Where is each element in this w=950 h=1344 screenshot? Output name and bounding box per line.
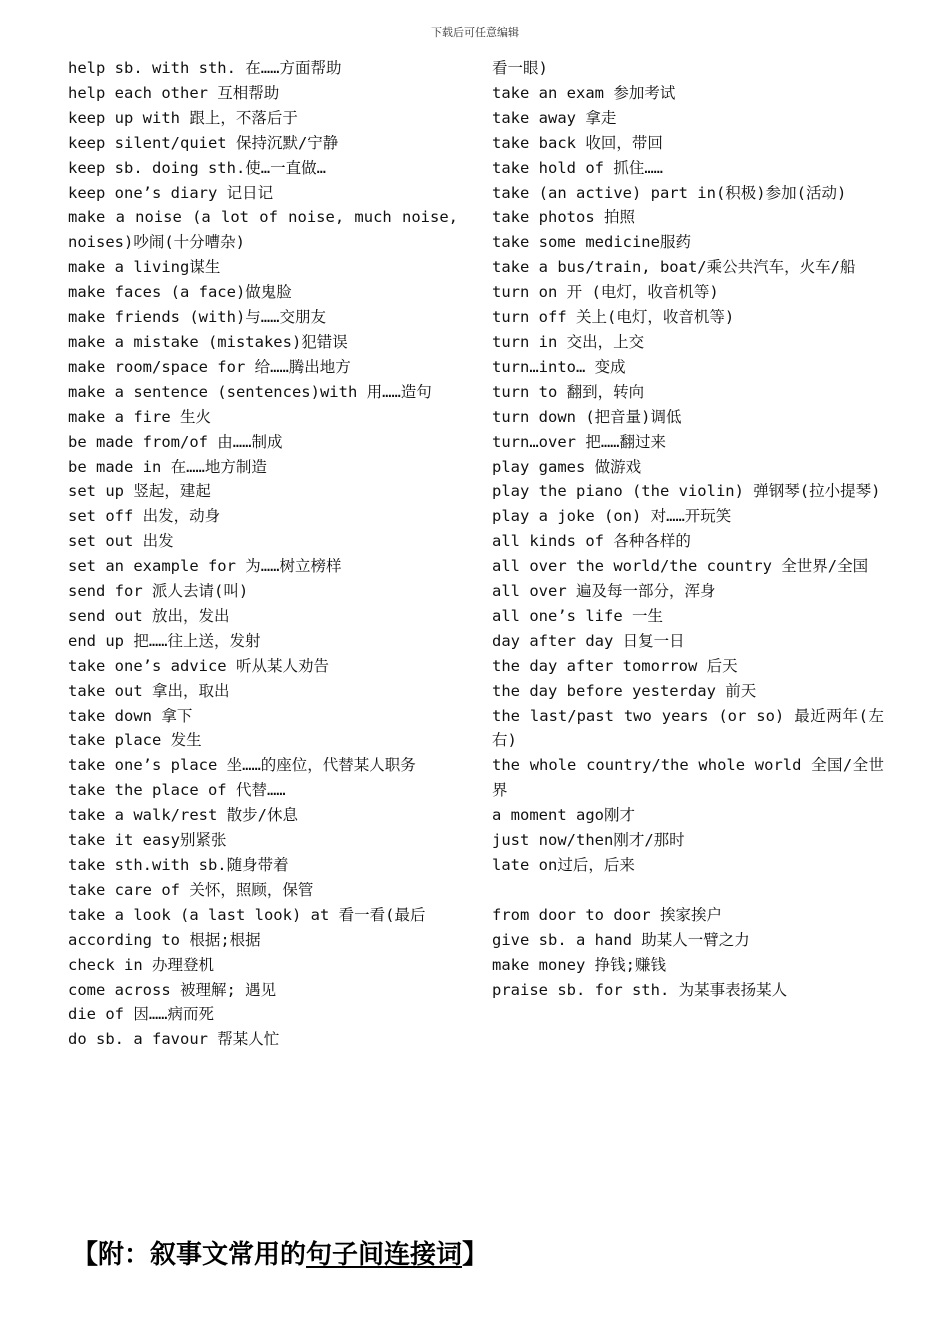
phrase-entry: be made in 在……地方制造	[68, 457, 267, 476]
phrase-entry: turn in 交出，上交	[492, 332, 645, 351]
phrase-entry: day after day 日复一日	[492, 631, 685, 650]
phrase-entry: from door to door 挨家挨户	[492, 905, 722, 924]
phrase-entry: make friends (with)与……交朋友	[68, 308, 326, 327]
phrase-entry: give sb. a hand 助某人一臂之力	[492, 930, 750, 949]
phrase-entry: set out 出发	[68, 532, 174, 551]
phrase-entry: the day before yesterday 前天	[492, 681, 757, 700]
right-column	[492, 56, 884, 1002]
phrase-entry: turn…over 把……翻过来	[492, 432, 666, 451]
phrase-entry: make room/space for 给……腾出地方	[68, 357, 351, 376]
phrase-entry: the last/past two years (or so) 最近两年(左右)	[492, 706, 884, 750]
left-column	[68, 56, 458, 1052]
phrase-entry: set up 竖起，建起	[68, 482, 211, 501]
phrase-entry: the day after tomorrow 后天	[492, 656, 738, 675]
phrase-entry: late on过后，后来	[492, 856, 635, 874]
phrase-entry: make money 挣钱;赚钱	[492, 955, 666, 974]
phrase-entry: take one’s place 坐……的座位，代替某人职务	[68, 756, 416, 775]
phrase-entry: take back 收回，带回	[492, 133, 663, 152]
phrase-entry: praise sb. for sth. 为某事表扬某人	[492, 980, 788, 999]
phrase-entry: check in 办理登机	[68, 955, 214, 974]
phrase-entry: make a fire 生火	[68, 407, 211, 426]
phrase-entry: make a sentence (sentences)with 用……造句	[68, 382, 432, 401]
phrase-entry: according to 根据;根据	[68, 930, 261, 949]
phrase-entry: set an example for 为……树立榜样	[68, 557, 342, 576]
phrase-entry: take sth.with sb.随身带着	[68, 856, 289, 874]
phrase-entry: make a noise (a lot of noise, much noise, noises)吵闹(十分嘈杂)	[68, 208, 458, 252]
phrase-entry: make a mistake (mistakes)犯错误	[68, 332, 348, 351]
phrase-entry: all kinds of 各种各样的	[492, 532, 691, 551]
phrase-entry: take a bus/train, boat/乘公共汽车，火车/船	[492, 258, 856, 277]
phrase-entry: take one’s advice 听从某人劝告	[68, 656, 329, 675]
appendix-title-underlined: 句子间连接词	[306, 1240, 463, 1270]
phrase-entry: be made from/of 由……制成	[68, 432, 283, 451]
phrase-entry: the whole country/the whole world 全国/全世界	[492, 756, 884, 800]
phrase-entry: take photos 拍照	[492, 208, 635, 227]
phrase-entry: take care of 关怀，照顾，保管	[68, 880, 314, 899]
phrase-entry: play the piano (the violin) 弹钢琴(拉小提琴)	[492, 482, 881, 501]
phrase-entry: take hold of 抓住……	[492, 158, 663, 177]
phrase-entry: take it easy别紧张	[68, 831, 227, 850]
phrase-entry: die of 因……病而死	[68, 1005, 214, 1024]
phrase-entry: keep sb. doing sth.使…一直做…	[68, 158, 326, 177]
phrase-entry: turn on 开 (电灯，收音机等)	[492, 283, 719, 302]
phrase-entry: take away 拿走	[492, 108, 617, 127]
appendix-title	[72, 1234, 488, 1271]
phrase-entry: play a joke (on) 对……开玩笑	[492, 507, 732, 526]
phrase-entry: take a walk/rest 散步/休息	[68, 806, 298, 825]
phrase-entry: take a look (a last look) at 看一看(最后	[68, 905, 426, 924]
phrase-entry: play games 做游戏	[492, 457, 642, 476]
phrase-entry: all over 遍及每一部分，浑身	[492, 582, 716, 601]
phrase-entry: turn to 翻到，转向	[492, 382, 645, 401]
phrase-entry: take an exam 参加考试	[492, 83, 676, 102]
phrase-entry: all over the world/the country 全世界/全国	[492, 557, 869, 576]
phrase-entry: just now/then刚才/那时	[492, 831, 685, 850]
phrase-entry: help sb. with sth. 在……方面帮助	[68, 59, 342, 77]
phrase-entry: take the place of 代替……	[68, 781, 286, 800]
phrase-entry: send out 放出，发出	[68, 606, 230, 625]
phrase-entry: a moment ago刚才	[492, 806, 635, 825]
phrase-entry	[492, 878, 884, 903]
phrase-entry: take (an active) part in(积极)参加(活动)	[492, 183, 847, 202]
phrase-entry: help each other 互相帮助	[68, 83, 280, 102]
phrase-entry: take place 发生	[68, 731, 202, 750]
phrase-entry: take some medicine服药	[492, 233, 691, 252]
appendix-title-suffix: 】	[462, 1240, 489, 1270]
phrase-entry: make a living谋生	[68, 258, 221, 277]
phrase-entry: end up 把……往上送，发射	[68, 631, 261, 650]
phrase-entry: send for 派人去请(叫)	[68, 582, 249, 601]
phrase-entry: keep one’s diary 记日记	[68, 183, 274, 202]
phrase-entry: turn…into… 变成	[492, 357, 626, 376]
phrase-entry: keep up with 跟上，不落后于	[68, 108, 298, 127]
phrase-entry: turn down (把音量)调低	[492, 407, 682, 426]
phrase-entry: take down 拿下	[68, 706, 193, 725]
phrase-entry: turn off 关上(电灯，收音机等)	[492, 308, 735, 327]
phrase-entry: all one’s life 一生	[492, 606, 663, 625]
phrase-entry: set off 出发，动身	[68, 507, 221, 526]
phrase-entry: do sb. a favour 帮某人忙	[68, 1030, 280, 1049]
phrase-entry: 看一眼)	[492, 59, 548, 77]
phrase-entry: make faces (a face)做鬼脸	[68, 283, 292, 302]
phrase-entry: keep silent/quiet 保持沉默/宁静	[68, 133, 339, 152]
page-header: 下载后可任意编辑	[431, 26, 519, 39]
appendix-title-prefix: 【附：叙事文常用的	[72, 1240, 307, 1270]
phrase-entry: take out 拿出，取出	[68, 681, 230, 700]
phrase-entry: come across 被理解; 遇见	[68, 980, 277, 999]
